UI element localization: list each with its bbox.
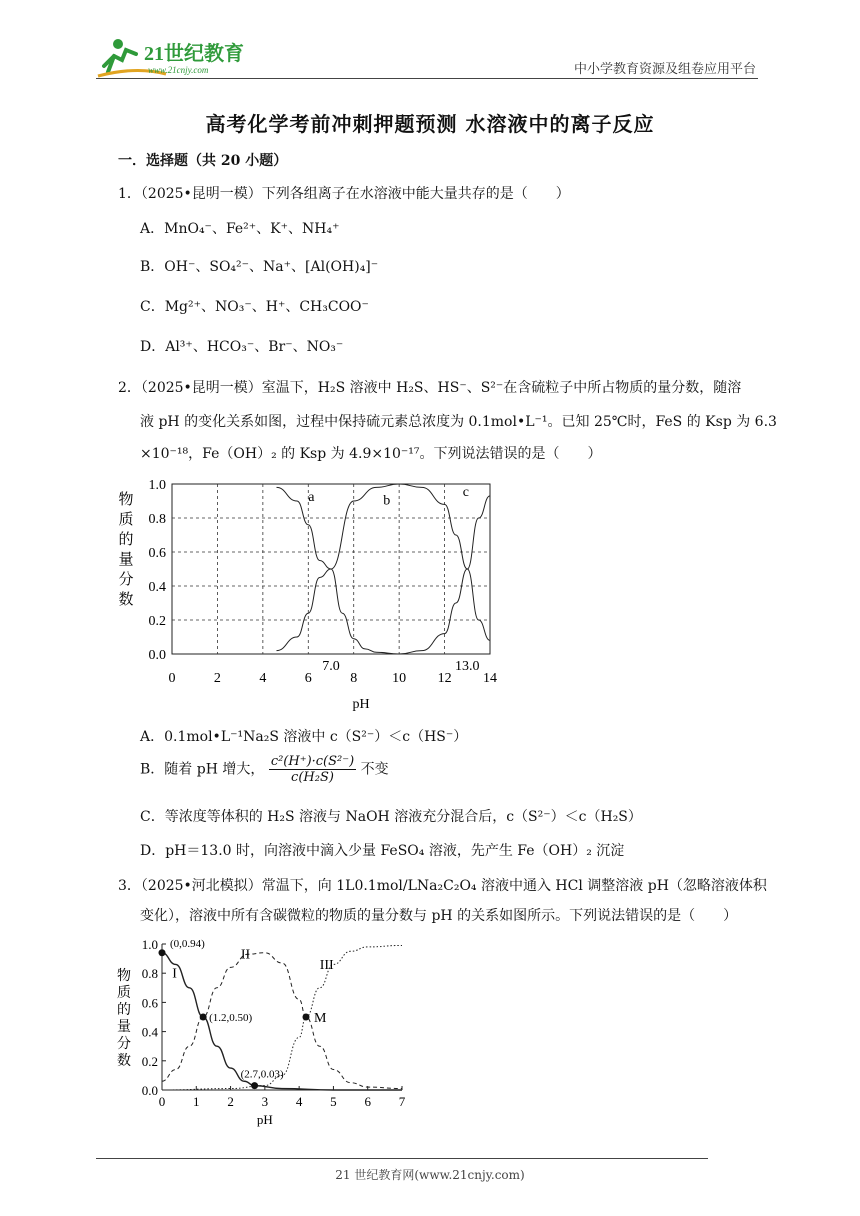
runner-logo-icon (96, 36, 256, 78)
annotation-label: 7.0 (322, 659, 340, 674)
q1-option-a: A．MnO₄⁻、Fe²⁺、K⁺、NH₄⁺ (140, 221, 340, 237)
x-tick-label: 6 (304, 671, 312, 686)
y-axis-label-char: 分 (118, 572, 134, 588)
x-tick-label: 4 (259, 671, 267, 686)
data-point (251, 1082, 258, 1089)
q2-option-a: A．0.1mol•L⁻¹Na₂S 溶液中 c（S²⁻）＜c（HS⁻） (140, 729, 468, 745)
y-axis-label-char: 的 (118, 532, 134, 548)
x-tick-label: 7 (398, 1094, 406, 1109)
y-axis-label-char: 数 (118, 592, 134, 608)
q3-chart-svg (114, 934, 414, 1130)
y-tick-label: 0.0 (148, 648, 166, 663)
x-axis-label: pH (352, 697, 370, 712)
y-tick-label: 0.0 (141, 1083, 158, 1098)
y-axis-label-char: 质 (118, 512, 134, 528)
series-label-b: b (383, 493, 391, 509)
y-axis-label-char: 量 (117, 1020, 131, 1035)
x-tick-label: 2 (213, 671, 221, 686)
y-tick-label: 0.8 (148, 512, 166, 527)
series-label-I: I (172, 966, 177, 982)
x-tick-label: 12 (437, 671, 452, 686)
x-tick-label: 6 (364, 1094, 371, 1109)
site-tagline: 中小学教育资源及组卷应用平台 (573, 62, 756, 77)
series-label-III: III (319, 957, 334, 973)
footer-divider (96, 1158, 708, 1159)
site-logo (96, 36, 256, 78)
y-axis-label-char: 物 (117, 969, 131, 984)
y-tick-label: 0.4 (141, 1024, 158, 1040)
y-tick-label: 0.4 (148, 580, 166, 595)
data-point (200, 1014, 207, 1021)
q2-option-c: C．等浓度等体积的 H₂S 溶液与 NaOH 溶液充分混合后，c（S²⁻）＜c（H₂S） (140, 809, 642, 825)
x-tick-label: 8 (350, 671, 358, 686)
q1-option-c: C．Mg²⁺、NO₃⁻、H⁺、CH₃COO⁻ (140, 299, 369, 315)
q2-option-b-tail: 不变 (360, 761, 389, 778)
x-tick-label: 4 (295, 1094, 303, 1109)
q2-chart-svg (116, 474, 506, 714)
series-label-c: c (462, 484, 469, 500)
q2-stem-line2: 液 pH 的变化关系如图，过程中保持硫元素总浓度为 0.1mol•L⁻¹。已知 25℃时，FeS 的 Ksp 为 6.3 (140, 414, 777, 430)
fraction-denominator: c(H₂S) (291, 770, 334, 785)
q3-stem-line1: 3．（2025•河北模拟）常温下，向 1L0.1mol/LNa₂C₂O₄ 溶液中通入 HCl 调整溶液 pH（忽略溶液体积 (118, 878, 767, 894)
q2-stem-line3: ×10⁻¹⁸，Fe（OH）₂ 的 Ksp 为 4.9×10⁻¹⁷。下列说法错误的是（ ） (140, 446, 602, 462)
x-axis-label: pH (256, 1112, 273, 1127)
x-tick-label: 3 (261, 1094, 269, 1109)
q1-option-d: D．Al³⁺、HCO₃⁻、Br⁻、NO₃⁻ (140, 339, 344, 355)
header-divider (96, 78, 758, 79)
data-point (303, 1014, 310, 1021)
x-tick-label: 0 (158, 1094, 166, 1109)
data-point-label: M (314, 1011, 327, 1026)
section-heading: 一．选择题（共 20 小题） (118, 153, 288, 169)
y-tick-label: 0.6 (141, 995, 158, 1011)
svg-text:21世纪教育: 21世纪教育 (144, 43, 244, 65)
q1-stem: 1．（2025•昆明一模）下列各组离子在水溶液中能大量共存的是（ ） (118, 186, 570, 202)
y-axis-label-char: 物 (118, 492, 134, 508)
footer-text: 21 世纪教育网(www.21cnjy.com) (335, 1168, 525, 1182)
series-label-a: a (308, 490, 315, 505)
data-point-label: (0,0.94) (170, 937, 205, 950)
q2-chart (116, 474, 506, 718)
x-tick-label: 1 (193, 1094, 200, 1109)
y-tick-label: 0.2 (148, 614, 166, 629)
y-tick-label: 1.0 (148, 478, 166, 493)
data-point-label: (1.2,0.50) (209, 1012, 253, 1024)
y-axis-label-char: 质 (117, 986, 131, 1001)
x-tick-label: 0 (168, 671, 176, 686)
y-tick-label: 0.8 (141, 966, 158, 982)
y-axis-label-char: 的 (117, 1003, 131, 1018)
y-axis-label-char: 分 (117, 1037, 131, 1052)
x-tick-label: 2 (227, 1094, 234, 1109)
series-label-II: II (240, 947, 251, 963)
y-axis-label-char: 量 (118, 552, 134, 568)
q2-option-b (140, 754, 389, 785)
q1-option-b: B．OH⁻、SO₄²⁻、Na⁺、[Al(OH)₄]⁻ (140, 259, 379, 275)
y-tick-label: 0.2 (141, 1053, 158, 1069)
q2-option-d: D．pH＝13.0 时，向溶液中滴入少量 FeSO₄ 溶液，先产生 Fe（OH）₂ 沉淀 (140, 843, 625, 859)
data-point (159, 949, 166, 956)
q2-option-b-fraction (269, 754, 356, 785)
fraction-numerator: c²(H⁺)·c(S²⁻) (270, 754, 355, 769)
page-title: 高考化学考前冲刺押题预测 水溶液中的离子反应 (205, 112, 655, 136)
q3-stem-line2: 变化），溶液中所有含碳微粒的物质的量分数与 pH 的关系如图所示。下列说法错误的是（ ） (140, 908, 738, 924)
x-tick-label: 5 (330, 1094, 337, 1109)
data-point-label: (2.7,0.03) (240, 1068, 284, 1081)
q3-chart (114, 934, 414, 1134)
y-axis-label-char: 数 (117, 1054, 131, 1069)
y-tick-label: 0.6 (148, 546, 166, 561)
x-tick-label: 10 (392, 671, 407, 686)
x-tick-label: 14 (483, 671, 497, 686)
q2-option-b-text: B．随着 pH 增大， (140, 761, 265, 778)
q2-stem-line1: 2．（2025•昆明一模）室温下，H₂S 溶液中 H₂S、HS⁻、S²⁻在含硫粒子中所占物质的量分数，随溶 (118, 380, 742, 396)
y-tick-label: 1.0 (141, 937, 158, 952)
annotation-label: 13.0 (455, 659, 480, 674)
svg-text:www.21cnjy.com: www.21cnjy.com (148, 65, 209, 75)
